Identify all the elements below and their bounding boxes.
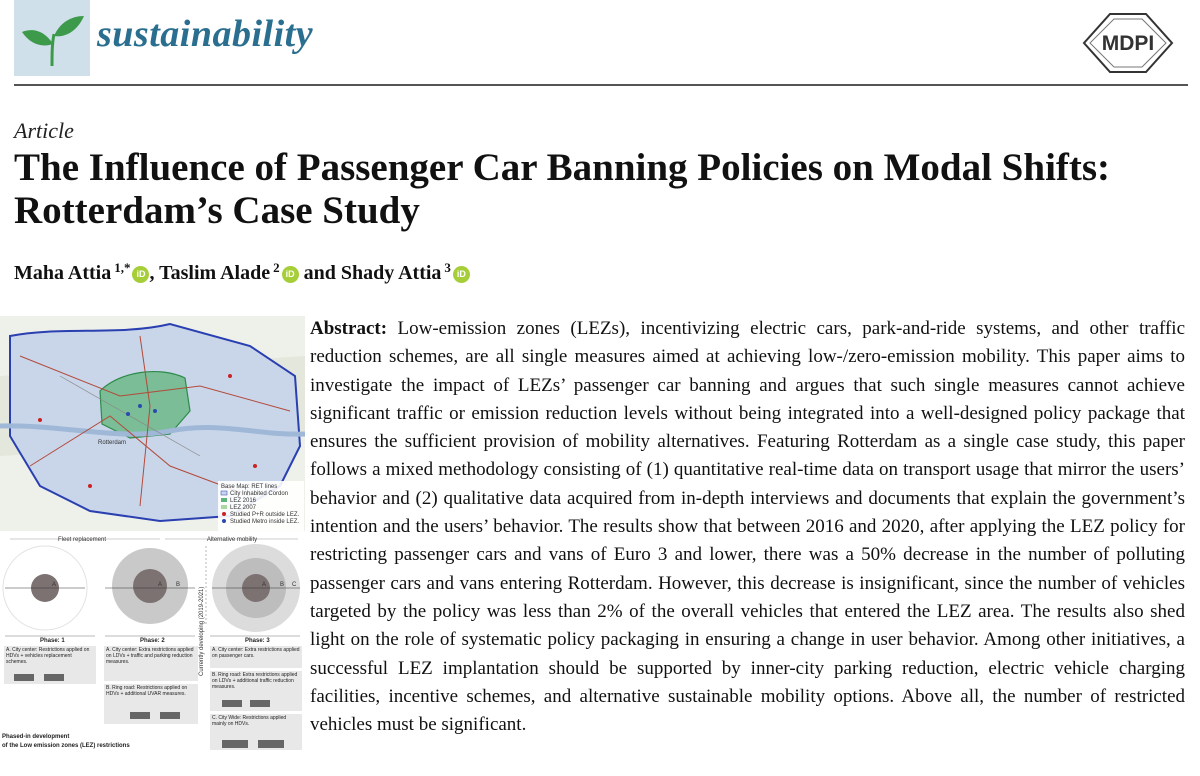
phase-box: A. City center: Extra restrictions applied on passenger cars. xyxy=(212,647,300,659)
article-type: Article xyxy=(14,118,74,143)
header-divider xyxy=(14,84,1188,86)
graphical-abstract xyxy=(0,316,305,756)
abstract-label: Abstract: xyxy=(310,318,388,339)
author-name[interactable]: Maha Attia xyxy=(14,262,112,284)
phase-label: Phase: 1 xyxy=(40,638,65,644)
journal-name[interactable]: sustainability xyxy=(97,13,314,55)
orcid-icon[interactable]: iD xyxy=(282,266,299,283)
phase-box: B. Ring road: Restrictions applied on HDVs + additional UVAR measures. xyxy=(106,685,188,697)
zone-letter: B xyxy=(280,582,285,588)
phase-box: A. City center: Extra restrictions applied on LDVs + traffic and parking reduction measures. xyxy=(106,647,194,665)
paper-title: The Influence of Passenger Car Banning Policies on Modal Shifts: Rotterdam’s Case Study xyxy=(14,146,1111,232)
fleet-replacement-header: Fleet replacement xyxy=(57,537,107,543)
leaf-sprout-icon xyxy=(14,0,90,76)
diagram-caption-line2: of the Low emission zones (LEZ) restrictions xyxy=(2,743,130,749)
map-legend-item: Studied Metro inside LEZ. xyxy=(230,519,300,525)
currently-developing-label: Currently developing (2019-2021) xyxy=(199,586,205,676)
phase-box: C. City Wide: Restrictions applied mainly on HDVs. xyxy=(212,715,287,727)
map-legend-title: Base Map: RET lines xyxy=(221,484,278,490)
phase-box: A. City center: Restrictions applied on HDVs + vehicles replacement schemes. xyxy=(6,647,90,665)
abstract xyxy=(310,315,1185,739)
alternative-mobility-header: Alternative mobility xyxy=(206,537,258,543)
map-legend-item: City Inhabited Cordon xyxy=(230,491,289,497)
author-name[interactable]: , Taslim Alade xyxy=(149,262,271,284)
mdpi-hexagon-icon xyxy=(1080,10,1176,76)
journal-logo xyxy=(14,0,90,76)
orcid-icon[interactable]: iD xyxy=(132,266,149,283)
publisher-logo[interactable] xyxy=(1080,10,1176,76)
zone-letter: A xyxy=(158,582,163,588)
zone-letter: B xyxy=(176,582,181,588)
author-affiliation: 1,* xyxy=(114,260,131,275)
orcid-icon[interactable]: iD xyxy=(453,266,470,283)
phase-label: Phase: 2 xyxy=(140,638,165,644)
map-legend-item: Studied P+R outside LEZ. xyxy=(230,512,300,518)
author-list xyxy=(14,260,470,285)
graphical-abstract-figure xyxy=(0,316,305,756)
map-legend-item: LEZ 2016 xyxy=(230,498,257,504)
zone-letter: A xyxy=(262,582,267,588)
map-legend-item: LEZ 2007 xyxy=(230,505,257,511)
map-place-label: Rotterdam xyxy=(98,440,127,446)
phases-diagram xyxy=(2,537,302,750)
zone-letter: A xyxy=(52,582,57,588)
rotterdam-map xyxy=(0,316,305,531)
author-name[interactable]: and Shady Attia xyxy=(298,262,442,284)
phase-label: Phase: 3 xyxy=(245,638,270,644)
author-affiliation: 2 xyxy=(273,260,280,275)
zone-letter: C xyxy=(292,582,297,588)
author-affiliation: 3 xyxy=(444,260,451,275)
publisher-name: MDPI xyxy=(1101,32,1155,55)
abstract-text: Low-emission zones (LEZs), incentivizing electric cars, park-and-ride systems, and other traffic reduction schemes, are all single measures aimed at achieving low-/zero-emission mobility. This paper aims to investigate the impact of LEZs’ passenger car banning and argues that such single measures cannot achieve significant traffic or emission reduction levels without being integrated into a well-designed policy package that ensures the sufficient provision of mobility alternatives. Featuring Rotterdam as a single case study, this paper follows a mixed methodology consisting of (1) quantitative real-time data on transport usage that mirror the users’ behavior and (2) qualitative data acquired from in-depth interviews and documents that explain the government’s intention and the users’ behavior. The results show that between 2016 and 2020, after applying the LEZ policy for restricting passenger cars and vans of Euro 3 and lower, there was a 50% decrease in the number of polluting passenger cars and vans entering Rotterdam. However, this decrease is insignificant, since the number of vehicles targeted by the policy was less than 2% of the overall vehicles that entered the LEZ area. The results also shed light on the role of systematic policy packaging in ensuring a change in user behavior. Among other initiatives, a successful LEZ implantation should be supported by inner-city parking reduction, electric vehicle charging facilities, incentive schemes, and alternative sustainable mobility options. Above all, the number of restricted vehicles must be significant. xyxy=(310,318,1186,736)
phase-box: B. Ring road: Extra restrictions applied on LDVs + additional traffic reduction measures. xyxy=(212,672,298,690)
diagram-caption-line1: Phased-in development xyxy=(2,734,70,740)
